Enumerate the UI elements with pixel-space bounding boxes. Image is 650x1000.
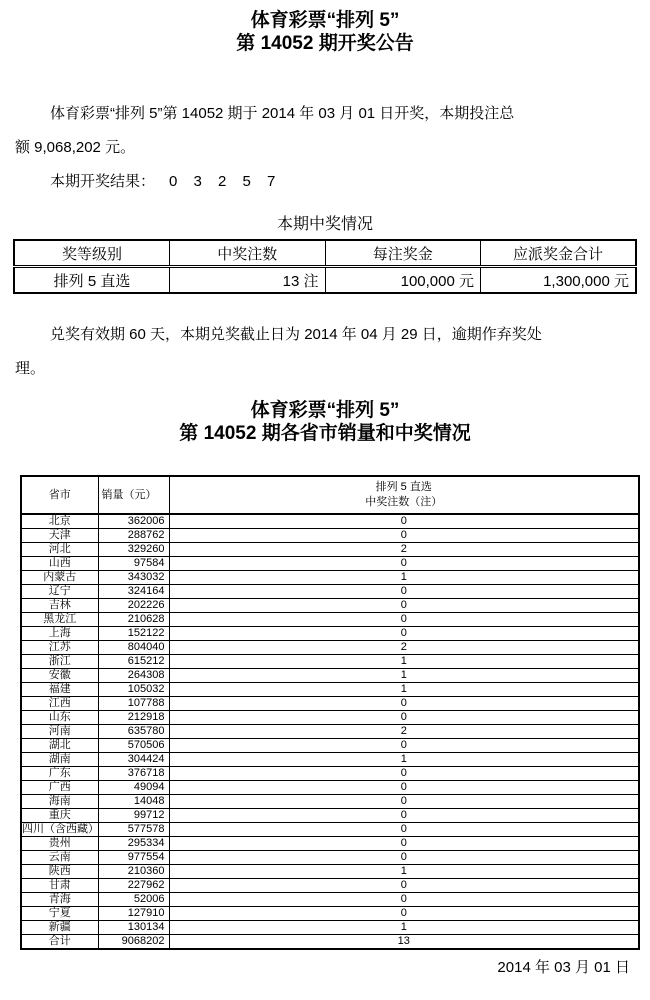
sales-cell: 105032	[98, 683, 169, 697]
sales-cell: 9068202	[98, 935, 169, 950]
wins-cell: 2	[169, 641, 639, 655]
province-cell: 广西	[21, 781, 98, 795]
table-row	[21, 529, 639, 543]
wins-cell: 1	[169, 655, 639, 669]
wins-cell: 0	[169, 879, 639, 893]
wins-cell: 0	[169, 697, 639, 711]
wins-header-line2: 中奖注数（注）	[365, 496, 443, 508]
province-table-header-row	[21, 476, 639, 514]
prize-per-cell: 100,000 元	[325, 267, 481, 294]
prize-table-title: 本期中奖情况	[276, 216, 373, 233]
province-cell: 江西	[21, 697, 98, 711]
sales-cell: 264308	[98, 669, 169, 683]
wins-cell: 0	[169, 781, 639, 795]
table-row	[21, 669, 639, 683]
wins-cell: 0	[169, 767, 639, 781]
sales-cell: 52006	[98, 893, 169, 907]
sales-cell: 570506	[98, 739, 169, 753]
sales-cell: 227962	[98, 879, 169, 893]
table-row	[21, 571, 639, 585]
province-cell: 北京	[21, 514, 98, 529]
prize-header-per: 每注奖金	[325, 240, 481, 267]
table-row	[21, 725, 639, 739]
province-cell: 四川（含西藏）	[22, 823, 99, 835]
table-row	[21, 781, 639, 795]
sales-cell: 127910	[98, 907, 169, 921]
redeem-line2: 理。	[15, 360, 46, 377]
wins-cell: 13	[169, 935, 639, 950]
wins-cell: 0	[169, 823, 639, 837]
table-row	[21, 921, 639, 935]
wins-cell: 0	[169, 514, 639, 529]
sales-header: 销量（元）	[98, 476, 169, 514]
table-row	[21, 627, 639, 641]
table-row	[21, 739, 639, 753]
wins-cell: 1	[169, 921, 639, 935]
sales-cell: 635780	[98, 725, 169, 739]
province-cell: 宁夏	[21, 907, 98, 921]
prize-table	[13, 239, 637, 294]
section-title-line1: 体育彩票“排列 5”	[250, 400, 400, 421]
table-row	[21, 907, 639, 921]
doc-title	[0, 0, 650, 55]
table-row	[21, 543, 639, 557]
wins-header-line1: 排列 5 直选	[375, 481, 432, 493]
prize-table-body	[14, 267, 636, 294]
table-row	[21, 655, 639, 669]
intro-line2: 额 9,068,202 元。	[15, 139, 136, 156]
redeem-paragraph	[15, 318, 635, 386]
wins-cell: 1	[169, 669, 639, 683]
intro-paragraph	[15, 97, 635, 165]
prize-count-cell: 13 注	[170, 267, 326, 294]
total-row	[21, 935, 639, 950]
province-cell: 安徽	[21, 669, 98, 683]
province-cell: 湖南	[21, 753, 98, 767]
wins-cell: 0	[169, 809, 639, 823]
wins-cell: 1	[169, 571, 639, 585]
redeem-line1: 兑奖有效期 60 天，本期兑奖截止日为 2014 年 04 月 29 日，逾期作弃奖处	[50, 326, 542, 343]
wins-cell: 0	[169, 613, 639, 627]
wins-cell: 1	[169, 753, 639, 767]
province-cell: 海南	[21, 795, 98, 809]
province-cell: 山西	[21, 557, 98, 571]
province-table-header	[21, 476, 639, 514]
sales-cell: 324164	[98, 585, 169, 599]
table-row	[21, 893, 639, 907]
province-cell: 重庆	[21, 809, 98, 823]
sales-cell: 152122	[98, 627, 169, 641]
sales-cell: 210360	[98, 865, 169, 879]
sales-cell: 210628	[98, 613, 169, 627]
province-cell: 广东	[21, 767, 98, 781]
sales-cell: 329260	[98, 543, 169, 557]
prize-table-row	[14, 267, 636, 294]
section-title	[0, 399, 650, 445]
province-cell: 甘肃	[21, 879, 98, 893]
province-cell: 福建	[21, 683, 98, 697]
province-cell: 合计	[21, 935, 98, 950]
doc-title-line1: 体育彩票“排列 5”	[250, 10, 400, 31]
province-table-body	[21, 514, 639, 949]
prize-table-header	[14, 240, 636, 267]
wins-cell: 2	[169, 543, 639, 557]
province-cell: 陕西	[21, 865, 98, 879]
province-cell: 江苏	[21, 641, 98, 655]
sales-cell: 343032	[98, 571, 169, 585]
table-row	[21, 879, 639, 893]
wins-cell: 2	[169, 725, 639, 739]
province-cell: 湖北	[21, 739, 98, 753]
province-cell: 云南	[21, 851, 98, 865]
prize-total-cell: 1,300,000 元	[481, 267, 637, 294]
table-row	[21, 865, 639, 879]
draw-result-label: 本期开奖结果：	[50, 173, 156, 190]
table-row	[21, 837, 639, 851]
wins-cell: 0	[169, 599, 639, 613]
table-row	[21, 585, 639, 599]
wins-cell: 0	[169, 627, 639, 641]
province-header: 省市	[21, 476, 98, 514]
sales-cell: 107788	[98, 697, 169, 711]
section-title-line2: 第 14052 期各省市销量和中奖情况	[179, 423, 471, 444]
sales-cell: 577578	[98, 823, 169, 837]
table-row	[21, 599, 639, 613]
sales-cell: 615212	[98, 655, 169, 669]
wins-cell: 0	[169, 529, 639, 543]
province-table	[20, 475, 640, 950]
wins-cell: 0	[169, 893, 639, 907]
wins-cell: 0	[169, 585, 639, 599]
prize-table-header-row	[14, 240, 636, 267]
province-cell: 青海	[21, 893, 98, 907]
prize-header-total: 应派奖金合计	[481, 240, 637, 267]
table-row	[21, 683, 639, 697]
table-row	[21, 613, 639, 627]
footer-date: 2014 年 03 月 01 日	[497, 959, 630, 976]
winning-numbers: 0 3 2 5 7	[169, 173, 282, 190]
sales-cell: 212918	[98, 711, 169, 725]
prize-header-level: 奖等级别	[14, 240, 170, 267]
sales-cell: 977554	[98, 851, 169, 865]
province-cell: 山东	[21, 711, 98, 725]
table-row	[21, 753, 639, 767]
intro-line1: 体育彩票“排列 5”第 14052 期于 2014 年 03 月 01 日开奖，本期投注总	[50, 105, 515, 122]
sales-cell: 14048	[98, 795, 169, 809]
sales-cell: 99712	[98, 809, 169, 823]
table-row	[21, 809, 639, 823]
wins-header	[169, 476, 639, 514]
wins-cell: 0	[169, 557, 639, 571]
province-cell: 浙江	[21, 655, 98, 669]
province-cell: 河南	[21, 725, 98, 739]
wins-cell: 0	[169, 795, 639, 809]
table-row	[21, 514, 639, 529]
draw-result-line	[15, 165, 635, 199]
sales-cell: 130134	[98, 921, 169, 935]
province-cell: 内蒙古	[21, 571, 98, 585]
wins-cell: 0	[169, 739, 639, 753]
wins-cell: 0	[169, 851, 639, 865]
sales-cell: 202226	[98, 599, 169, 613]
table-row	[21, 851, 639, 865]
province-cell: 黑龙江	[21, 613, 98, 627]
sales-cell: 97584	[98, 557, 169, 571]
table-row	[21, 557, 639, 571]
table-row	[21, 711, 639, 725]
province-cell: 吉林	[21, 599, 98, 613]
province-cell: 天津	[21, 529, 98, 543]
wins-cell: 0	[169, 907, 639, 921]
wins-cell: 1	[169, 683, 639, 697]
table-row	[21, 823, 639, 837]
sales-cell: 376718	[98, 767, 169, 781]
wins-cell: 0	[169, 837, 639, 851]
sales-cell: 362006	[98, 514, 169, 529]
province-cell: 贵州	[21, 837, 98, 851]
sales-cell: 804040	[98, 641, 169, 655]
prize-level-cell: 排列 5 直选	[14, 267, 170, 294]
province-cell: 上海	[21, 627, 98, 641]
table-row	[21, 641, 639, 655]
sales-cell: 49094	[98, 781, 169, 795]
province-cell: 新疆	[21, 921, 98, 935]
table-row	[21, 767, 639, 781]
province-cell: 河北	[21, 543, 98, 557]
province-cell: 辽宁	[21, 585, 98, 599]
sales-cell: 295334	[98, 837, 169, 851]
wins-cell: 0	[169, 711, 639, 725]
sales-cell: 288762	[98, 529, 169, 543]
table-row	[21, 697, 639, 711]
prize-header-count: 中奖注数	[170, 240, 326, 267]
wins-cell: 1	[169, 865, 639, 879]
doc-title-line2: 第 14052 期开奖公告	[236, 33, 414, 54]
table-row	[21, 795, 639, 809]
sales-cell: 304424	[98, 753, 169, 767]
